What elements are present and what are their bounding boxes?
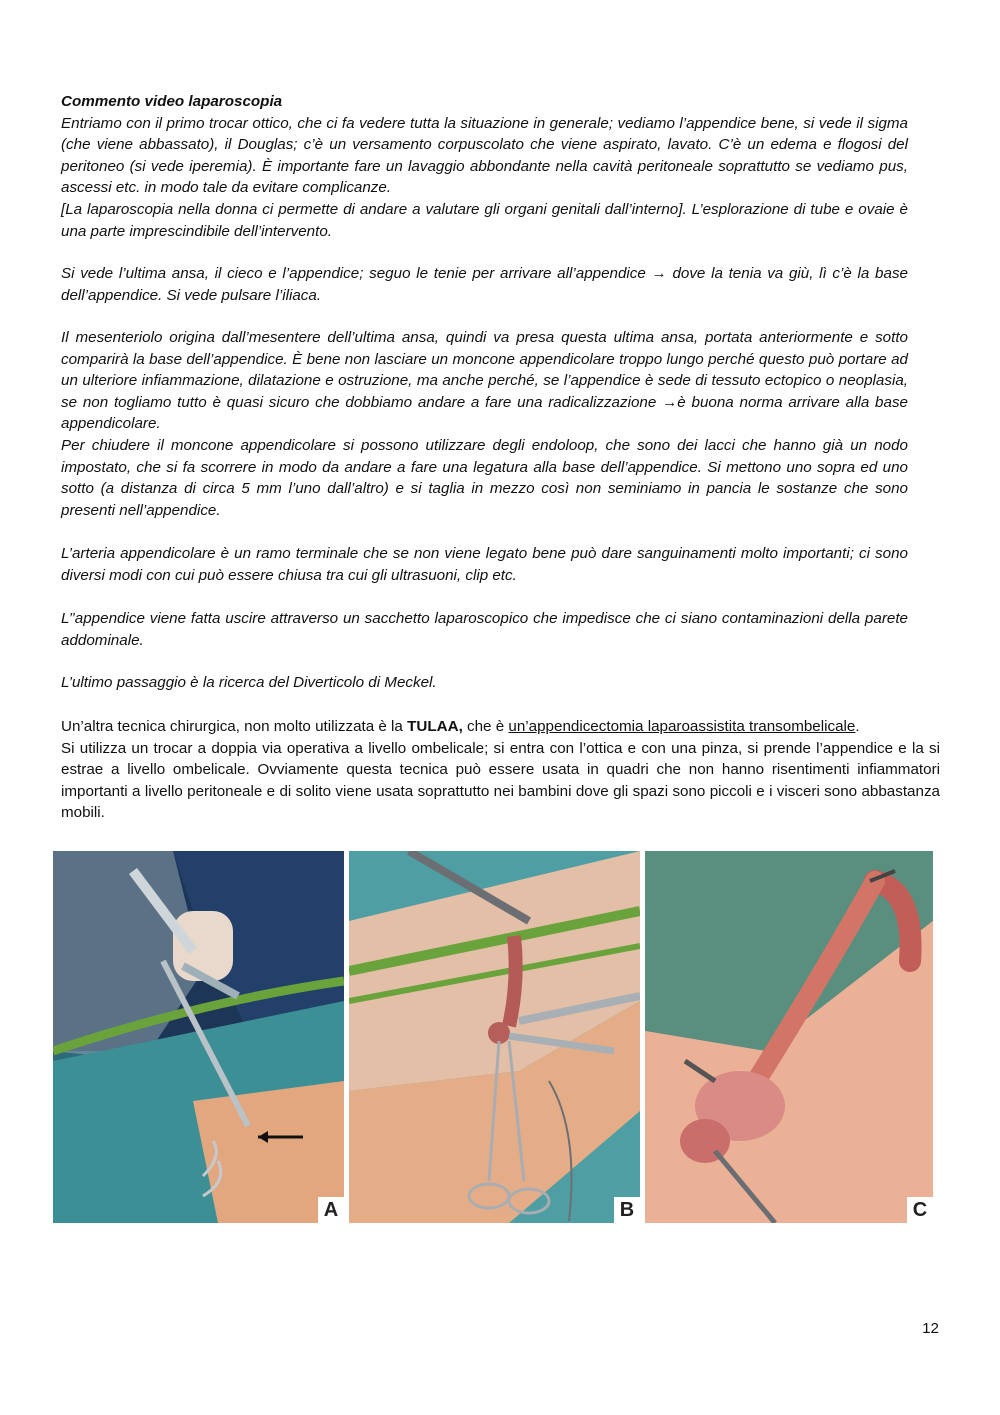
panel-label-c: C <box>907 1197 933 1223</box>
paragraph-entriamo: Entriamo con il primo trocar ottico, che ci fa vedere tutta la situazione in generale; vediamo l’appendice bene, si vede il sigma (che viene abbassato), il Douglas; c’è un versamento corpuscolato che viene aspirato, lavato. C’è un edema e flogosi del peritoneo (si vede iperemia). È importante fare un lavaggio abbondante nella cavità peritoneale soprattutto se vediamo pus, ascessi etc. in modo tale da evitare complicanze. <box>61 114 908 197</box>
paragraph-mesenteriolo <box>61 327 908 521</box>
ultima-ansa-text-2: dove la tenia va giù, lì c’è la base dell’appendice. Si vede pulsare l’iliaca. <box>61 265 908 304</box>
page-number: 12 <box>922 1320 939 1337</box>
tulaa-prefix: Un’altra tecnica chirurgica, non molto utilizzata è la <box>61 718 408 735</box>
tulaa-description: Si utilizza un trocar a doppia via operativa a livello ombelicale; si entra con l’ottica e con una pinza, si prende l’appendice e la si estrae a livello ombelicale. Ovviamente questa tecnica può essere usata in quadri che non hanno risentimenti infiammatori importanti a livello peritoneale e di solito viene usata soprattutto nei bambini dove gli spazi sono piccoli e i visceri sono abbastanza mobili. <box>61 739 940 822</box>
tulaa-suffix: . <box>855 718 860 735</box>
figure-panel-b <box>349 851 640 1223</box>
section-title: Commento video laparoscopia <box>61 93 283 110</box>
tulaa-bold: TULAA, <box>407 718 463 735</box>
tulaa-middle: che è <box>462 718 509 735</box>
panel-b-image <box>349 851 640 1223</box>
mesenteriolo-text-2: è buona norma arrivare alla base appendicolare. <box>61 393 908 433</box>
tulaa-underlined: un’appendicectomia laparoassistita transombelicale <box>508 718 856 735</box>
paragraph-arteria <box>61 543 908 586</box>
panel-label-a: A <box>318 1197 344 1223</box>
panel-label-b: B <box>614 1197 640 1223</box>
panel-c-image <box>645 851 933 1223</box>
panel-a-image <box>53 851 344 1223</box>
mesenteriolo-text-1: Il mesenteriolo origina dall’mesentere dell’ultima ansa, quindi va presa questa ultima ansa, portata anteriormente e sotto comparirà la base dell’appendice. È bene non lasciare un moncone appendicolare troppo lungo perché questo può portare ad un ulteriore infiammazione, dilatazione e ostruzione, ma anche perché, se l’appendice è sede di tessuto ectopico o neoplasia, se non togliamo tutto è quasi sicuro che dobbiamo andare a fare una radicalizzazione <box>61 329 908 411</box>
paragraph-ultima-ansa <box>61 263 908 306</box>
arrow-icon: → <box>651 265 667 282</box>
ultima-ansa-text-1: Si vede l’ultima ansa, il cieco e l’appendice; seguo le tenie per arrivare all’appendice <box>61 265 646 282</box>
arrow-icon: → <box>662 393 678 411</box>
surgical-figure <box>53 851 933 1223</box>
paragraph-laparoscopia-donna: [La laparoscopia nella donna ci permette di andare a valutare gli organi genitali dall’interno]. L’esplorazione di tube e ovaie è una parte imprescindibile dell’intervento. <box>61 200 908 240</box>
figure-panel-a <box>53 851 344 1223</box>
paragraph-endoloop: Per chiudere il moncone appendicolare si possono utilizzare degli endoloop, che sono dei lacci che hanno già un nodo impostato, che si fa scorrere in modo da andare a fare una legatura alla base dell’appendice. Si mettono uno sopra ed uno sotto (a distanza di circa 5 mm l’uno dall’altro) e si taglia in mezzo così non seminiamo in pancia le sostanze che sono presenti nell’appendice. <box>61 436 908 519</box>
paragraph-sacchetto <box>61 608 908 651</box>
paragraph-meckel <box>61 672 908 694</box>
paragraph-tulaa <box>61 716 940 824</box>
arteria-text: L’arteria appendicolare è un ramo terminale che se non viene legato bene può dare sanguinamenti molto importanti; ci sono diversi modi con cui può essere chiusa tra cui gli ultrasuoni, clip etc. <box>61 545 908 584</box>
meckel-text: L’ultimo passaggio è la ricerca del Diverticolo di Meckel. <box>61 674 437 691</box>
sacchetto-text: L’’appendice viene fatta uscire attraverso un sacchetto laparoscopico che impedisce che ci siano contaminazioni della parete addominale. <box>61 610 908 649</box>
figure-panel-c <box>645 851 933 1223</box>
commento-section <box>61 91 908 242</box>
